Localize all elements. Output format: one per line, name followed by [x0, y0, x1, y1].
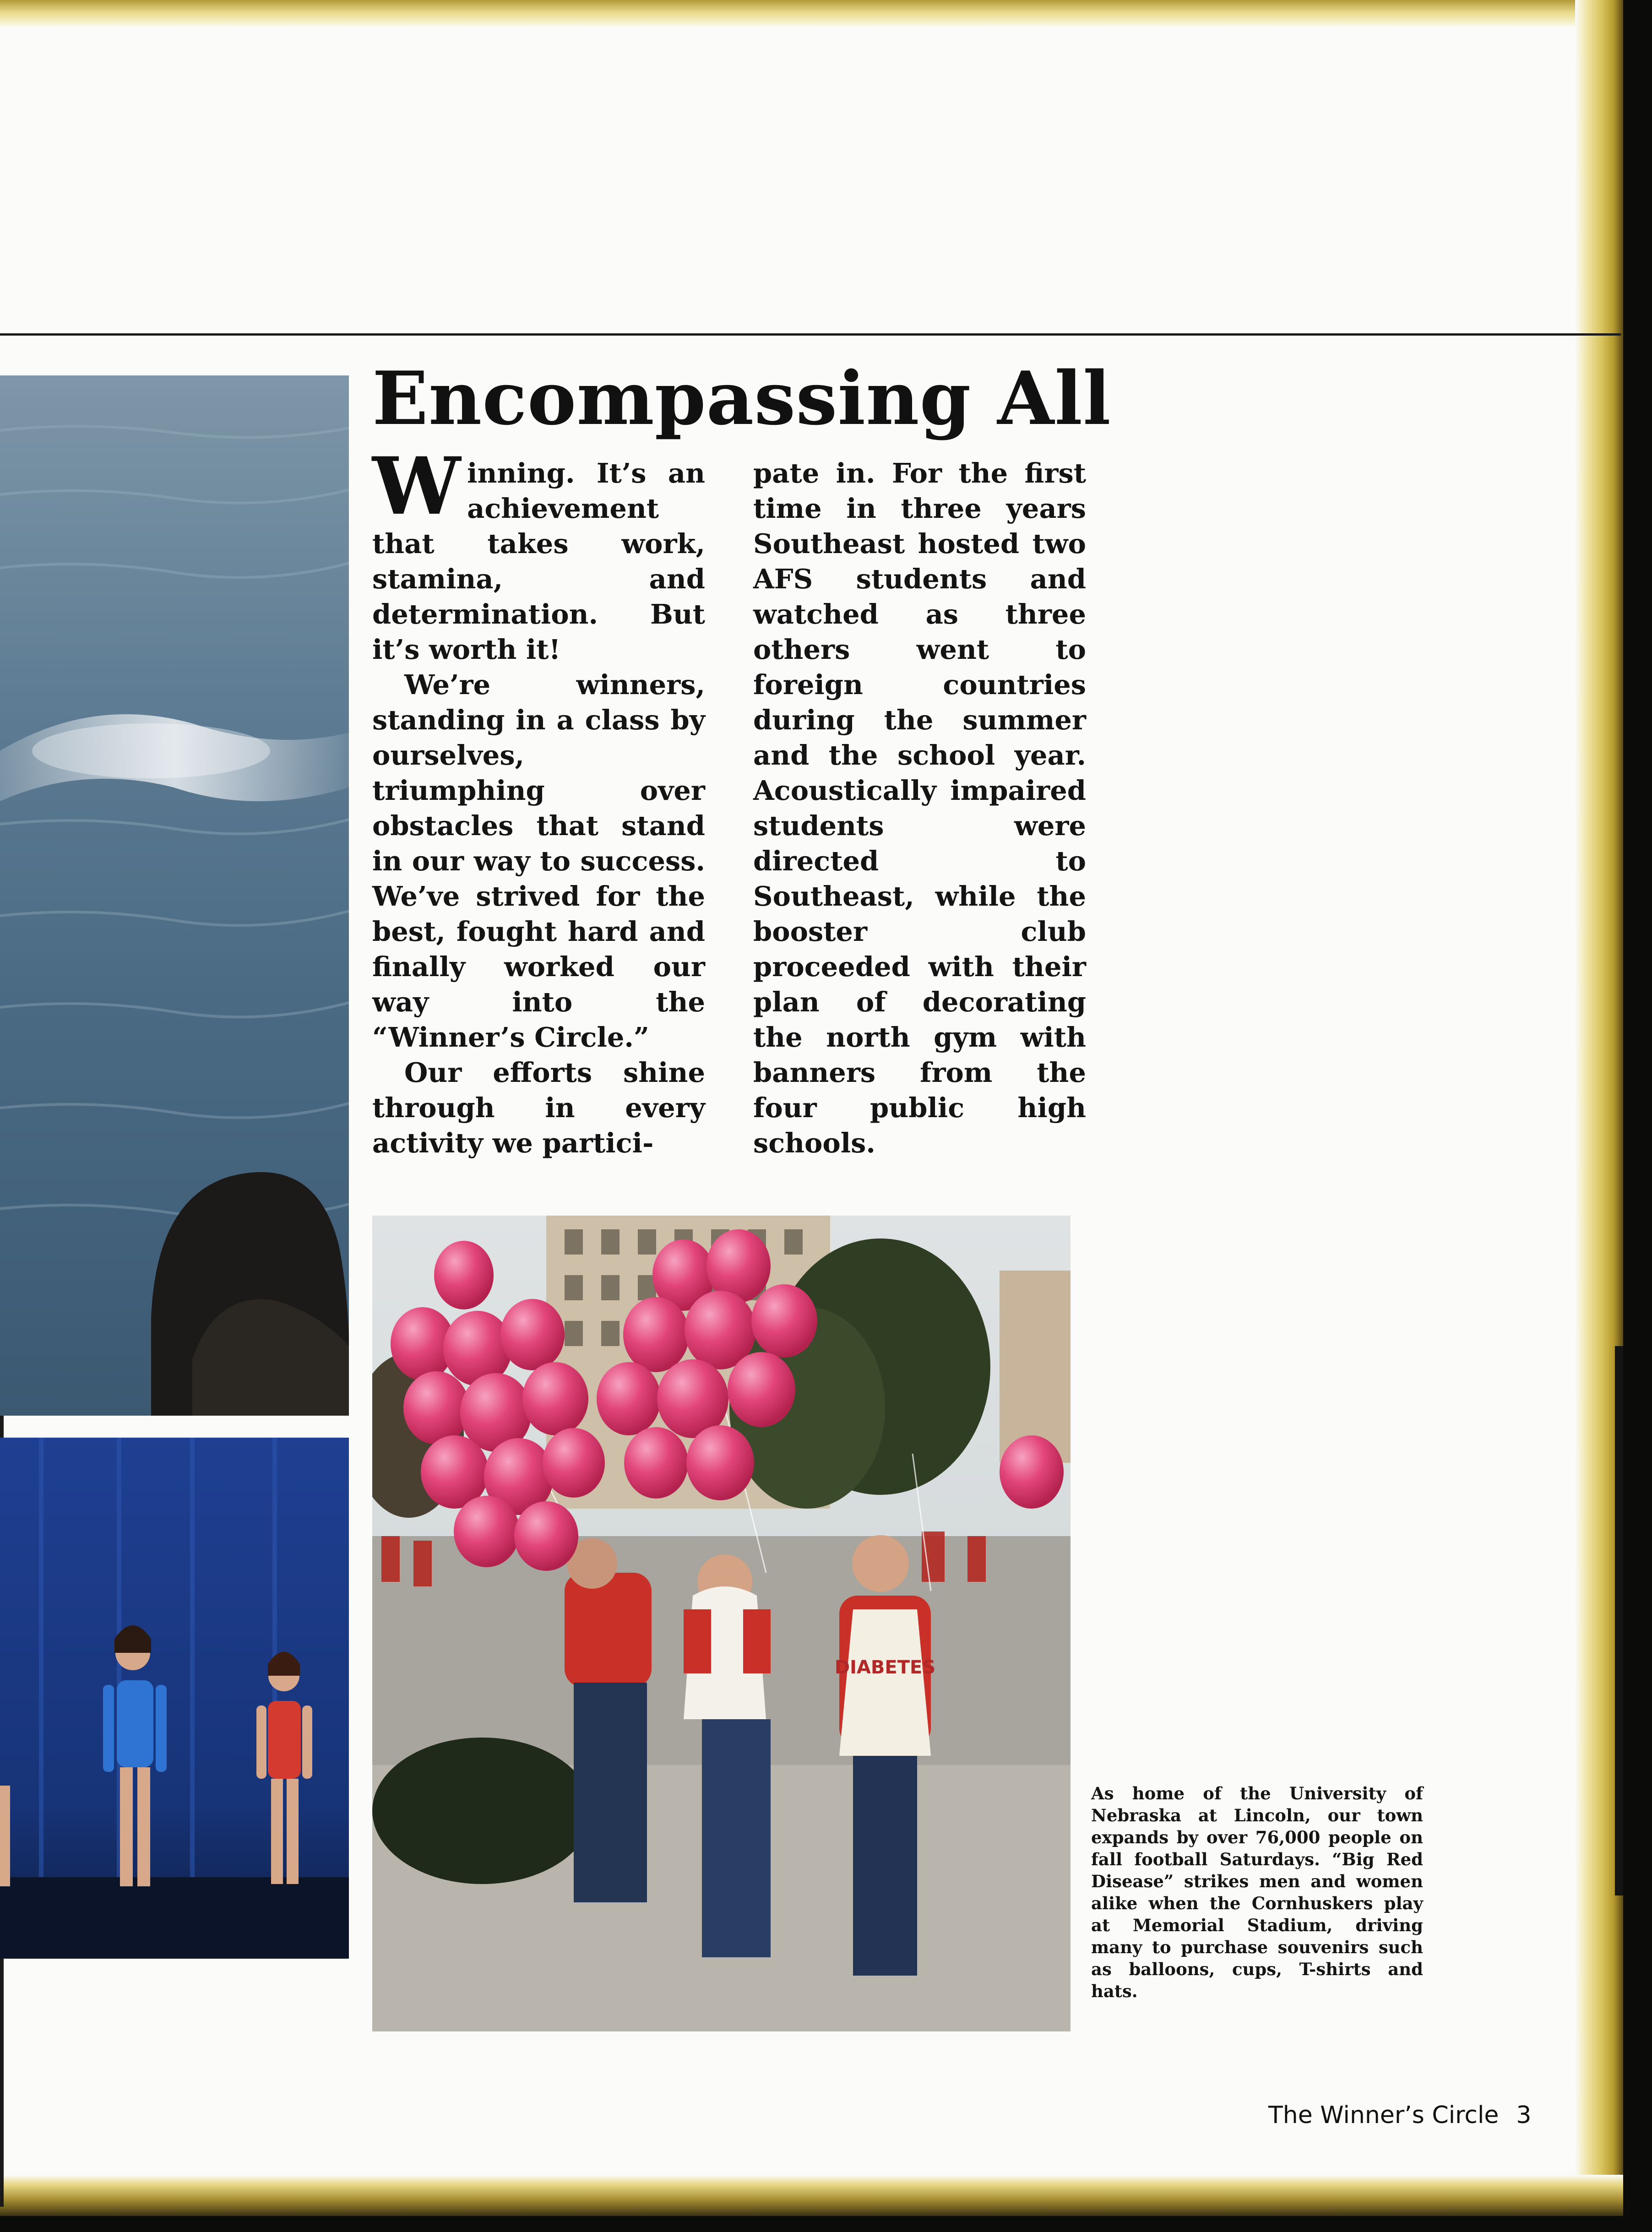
binding-shadow — [1615, 1346, 1623, 1895]
balloon-sellers-photo — [372, 1216, 1071, 2031]
footer-title: The Winner’s Circle — [1268, 2102, 1499, 2129]
photo-caption: As home of the University of Nebraska at Lincoln, our town expands by over 76,000 people on fall football Saturdays. “Big Red Disease” strikes men and women alike when the Cornhuskers play at Memorial Stadium, driving many to purchase souvenirs such as balloons, cups, T-shirts and hats. — [1091, 1783, 1423, 2001]
column1-paragraph-2: We’re winners, standing in a class by ourselves, triumphing over obstacles that stand in our way to success. We’ve strived for the best, fought hard and finally worked our way into the “Winner’s Circle.” — [372, 669, 705, 1053]
gilded-top-edge — [0, 0, 1623, 27]
body-column-1 — [372, 440, 705, 1161]
column2-paragraph-1: pate in. For the first time in three years Southeast hosted two AFS students and watched as three others went to foreign countries during the summer and the school year. Acoustically impaired students were directed to Southeast, while the booster club proceeded with their plan of decorating the north gym with banners from the four public high schools. — [753, 457, 1086, 1159]
top-rule-divider — [0, 333, 1621, 336]
bottom-scan-edge — [0, 2216, 1652, 2232]
column1-paragraph-1 — [372, 440, 705, 667]
page-number: 3 — [1516, 2102, 1532, 2129]
gilded-bottom-edge — [0, 2175, 1623, 2216]
column1-paragraph-3: Our efforts shine through in every activity we partici- — [372, 1057, 705, 1159]
drop-cap: W — [372, 440, 461, 532]
page-footer — [1268, 2102, 1532, 2129]
water-photo — [0, 375, 349, 1416]
page-headline: Encompassing All — [372, 355, 1111, 441]
stage-dancers-photo — [0, 1438, 349, 1959]
apron-text: DIABETES — [834, 1657, 936, 1678]
column1-p1-text: inning. It’s an achievement that takes work, stamina, and determination. But it’s worth it! — [372, 457, 705, 665]
gilded-right-edge — [1575, 0, 1623, 2216]
body-column-2 — [753, 456, 1086, 1161]
